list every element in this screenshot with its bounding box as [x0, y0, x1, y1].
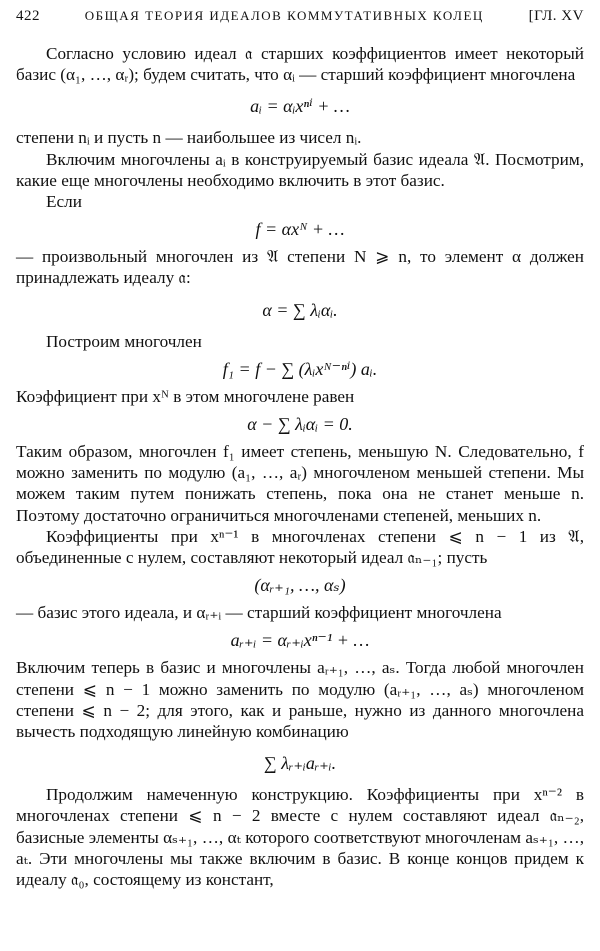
running-title: ОБЩАЯ ТЕОРИЯ ИДЕАЛОВ КОММУТАТИВНЫХ КОЛЕЦ — [84, 8, 484, 23]
formula-coefficient-zero: α − ∑ λᵢαᵢ = 0. — [247, 414, 353, 435]
paragraph-4: Если — [46, 192, 82, 212]
paragraph-8: Таким образом, многочлен f₁ имеет степень, меньшую N. Следовательно, f можно заменить по модулю (a₁, …, aᵣ) многочленом меньшей степени. Мы можем таким путем понижать степень, пока она не станет меньше n. Поэтому достаточно ограничиться многочленами степеней, меньших n. — [16, 442, 584, 525]
formula-a-r-plus-i: aᵣ₊ᵢ = αᵣ₊ᵢxⁿ⁻¹ + … — [230, 630, 370, 651]
paragraph-3: Включим многочлены aᵢ в конструируемый базис идеала 𝔄. Посмотрим, какие еще многочлены необходимо включить в этот базис. — [16, 149, 584, 190]
formula-f: f = αxᴺ + … — [255, 219, 345, 240]
paragraph-6: Построим многочлен — [46, 331, 202, 351]
formula-f1: f₁ = f − ∑ (λᵢxᴺ⁻ⁿⁱ) aᵢ. — [222, 358, 378, 379]
paragraph-9: Коэффициенты при xⁿ⁻¹ в многочленах степени ⩽ n − 1 из 𝔄, объединенные с нулем, составляют некоторый идеал 𝔞ₙ₋₁; пусть — [16, 526, 584, 568]
paragraph-11: Включим теперь в базис и многочлены aᵣ₊₁, …, aₛ. Тогда любой многочлен степени ⩽ n − 1 можно заменить по модулю (aᵣ₊₁, …, aₛ) многочленом степени ⩽ n − 2; для этого, как и раньше, нужно из данного многочлена вычесть подходящую линейную комбинацию — [16, 658, 584, 742]
formula-basis: (αᵣ₊₁, …, αₛ) — [254, 575, 346, 596]
formula-leading-term: aᵢ = αᵢxⁿⁱ + … — [250, 96, 350, 117]
paragraph-5: — произвольный многочлен из 𝔄 степени N ⩾ n, то элемент α должен принадлежать идеалу 𝔞: — [16, 247, 584, 288]
formula-linear-combination: ∑ λᵣ₊ᵢaᵣ₊ᵢ. — [263, 753, 337, 774]
chapter-label: [ГЛ. XV — [528, 8, 584, 24]
paragraph-7: Коэффициент при xᴺ в этом многочлене равен — [16, 386, 355, 406]
page-number: 422 — [16, 8, 40, 24]
paragraph-10: — базис этого идеала, и αᵣ₊ᵢ — старший коэффициент многочлена — [16, 603, 502, 623]
paragraph-1: Согласно условию идеал 𝔞 старших коэффициентов имеет некоторый базис (α₁, …, αᵣ); будем считать, что αᵢ — старший коэффициент многочлена — [16, 44, 584, 85]
running-header — [16, 8, 584, 25]
paragraph-12: Продолжим намеченную конструкцию. Коэффициенты при xⁿ⁻² в многочленах степени ⩽ n − 2 вместе с нулем составляют идеал 𝔞ₙ₋₂, базисные элементы αₛ₊₁, …, αₜ которого соответствуют многочленам aₛ₊₁, …, aₜ. Эти многочлены мы также включим в базис. В конце концов придем к идеалу 𝔞₀, состоящему из констант, — [16, 785, 584, 890]
formula-alpha-sum: α = ∑ λᵢαᵢ. — [262, 299, 338, 320]
paragraph-2: степени nᵢ и пусть n — наибольшее из чисел nᵢ. — [16, 128, 362, 148]
